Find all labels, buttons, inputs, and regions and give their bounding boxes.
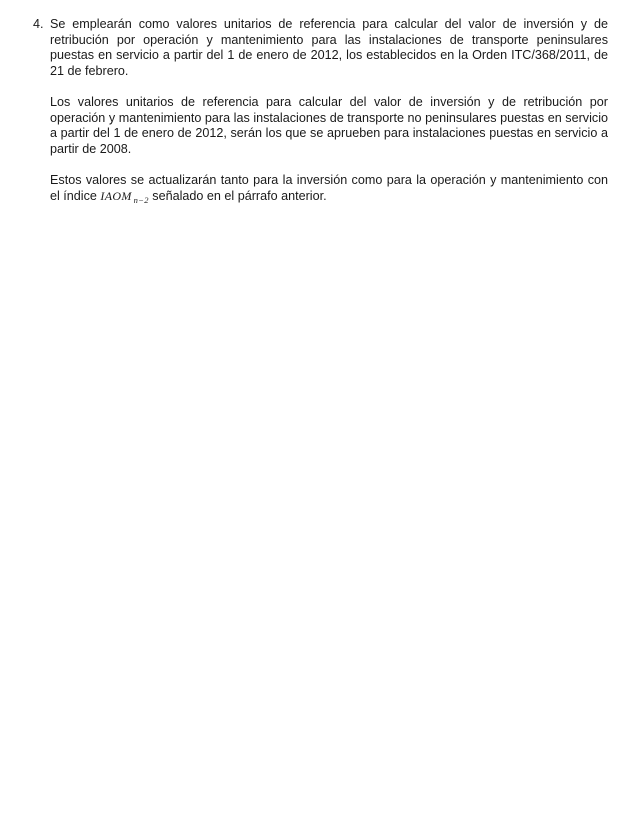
update-text-before-formula: Estos valores se actualizarán tanto para la inversión como para la operación y mantenimiento con el índice (50, 172, 608, 203)
iaom-formula (100, 189, 148, 203)
formula-subscript: n−2 (133, 194, 149, 205)
numbered-list-item (33, 17, 608, 208)
paragraph-non-peninsular-values: Los valores unitarios de referencia para calcular del valor de inversión y de retribución por operación y mantenimiento para las instalaciones de transporte no peninsulares puestas en servicio a partir del 1 de enero de 2012, serán los que se aprueben para instalaciones puestas en servicio a partir de 2008. (50, 94, 608, 156)
paragraph-peninsular-values: Se emplearán como valores unitarios de referencia para calcular del valor de inversión y de retribución por operación y mantenimiento para las instalaciones de transporte peninsulares puestas en servicio a partir del 1 de enero de 2012, los establecidos en la Orden ITC/368/2011, de 21 de febrero. (50, 17, 608, 78)
paragraph-update-index (50, 173, 608, 208)
list-item-number: 4. (33, 17, 44, 31)
formula-main: IAOM (100, 188, 132, 203)
update-text-after-formula: señalado en el párrafo anterior. (152, 188, 327, 203)
